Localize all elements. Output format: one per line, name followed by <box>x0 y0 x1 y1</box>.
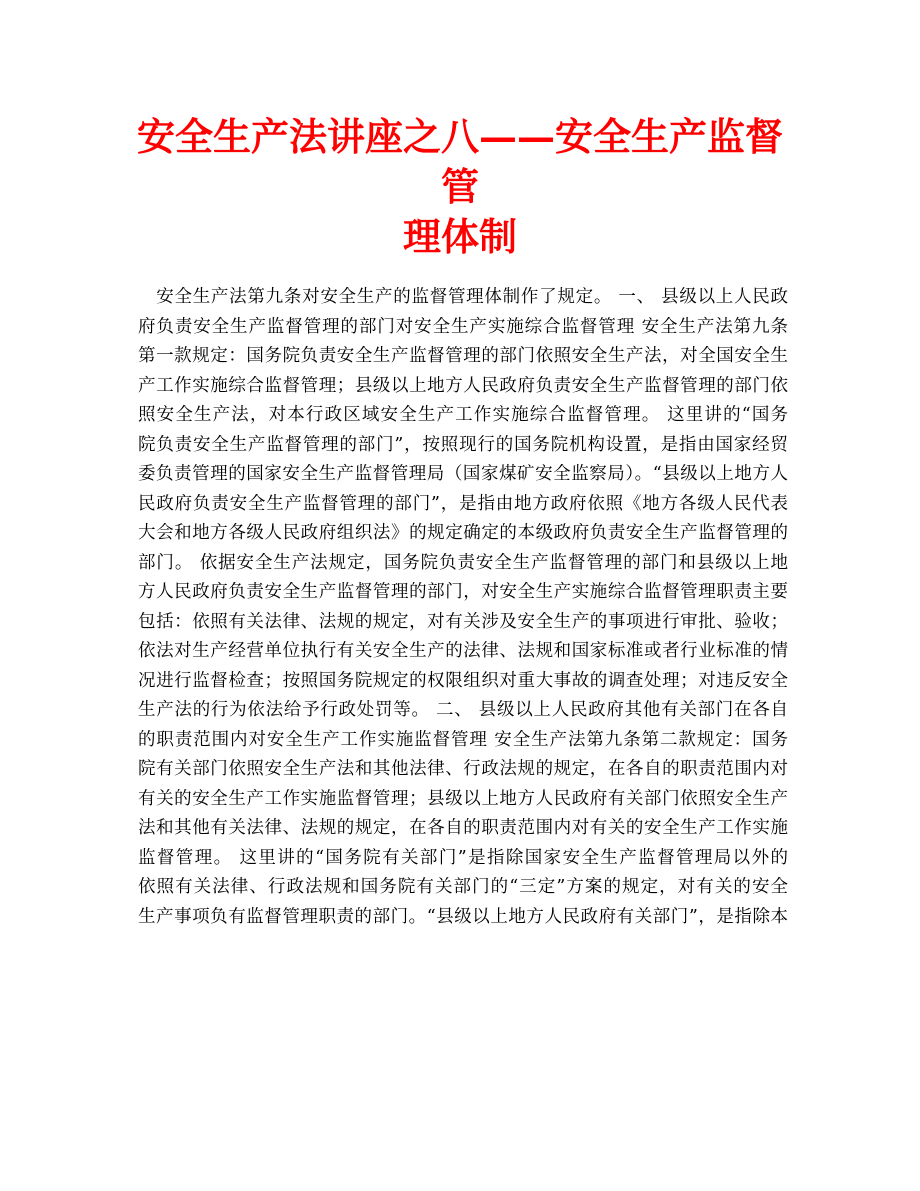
body-line: 况进行监督检查；按照国务院规定的权限组织对重大事故的调查处理；对违反安全 <box>138 670 788 691</box>
body-line: 法和其他有关法律、法规的规定，在各自的职责范围内对有关的安全生产工作实施 <box>138 818 788 838</box>
body-line: 院负责安全生产监督管理的部门”，按照现行的国务院机构设置，是指由国家经贸 <box>138 434 788 455</box>
body-line: 府负责安全生产监督管理的部门对安全生产实施综合监督管理 安全生产法第九条 <box>138 316 788 337</box>
document-body <box>138 283 788 932</box>
body-line: 生产法的行为依法给予行政处罚等。 二、 县级以上人民政府其他有关部门在各自 <box>138 700 788 720</box>
body-line: 院有关部门依照安全生产法和其他法律、行政法规的规定，在各自的职责范围内对 <box>138 759 788 779</box>
body-line: 有关的安全生产工作实施监督管理；县级以上地方人民政府有关部门依照安全生产 <box>138 788 788 809</box>
body-line: 民政府负责安全生产监督管理的部门”，是指由地方政府依照《地方各级人民代表 <box>138 493 788 514</box>
body-line: 委负责管理的国家安全生产监督管理局（国家煤矿安全监察局）。“县级以上地方人 <box>138 464 788 484</box>
body-line: 安全生产法第九条对安全生产的监督管理体制作了规定。 一、 县级以上人民政 <box>138 287 788 307</box>
body-line: 监督管理。 这里讲的“国务院有关部门”是指除国家安全生产监督管理局以外的 <box>138 847 788 868</box>
body-line: 依法对生产经营单位执行有关安全生产的法律、法规和国家标准或者行业标准的情 <box>138 641 788 661</box>
body-line: 大会和地方各级人民政府组织法》的规定确定的本级政府负责安全生产监督管理的 <box>138 523 788 543</box>
body-line: 包括：依照有关法律、法规的规定，对有关涉及安全生产的事项进行审批、验收； <box>138 611 788 632</box>
body-line: 生产事项负有监督管理职责的部门。“县级以上地方人民政府有关部门”，是指除本 <box>138 906 788 927</box>
body-line: 的职责范围内对安全生产工作实施监督管理 安全生产法第九条第二款规定：国务 <box>138 729 788 750</box>
document-title <box>120 112 800 262</box>
body-line: 部门。 依据安全生产法规定，国务院负责安全生产监督管理的部门和县级以上地 <box>138 552 788 573</box>
body-line: 照安全生产法，对本行政区域安全生产工作实施综合监督管理。 这里讲的“国务 <box>138 405 788 425</box>
body-line: 第一款规定：国务院负责安全生产监督管理的部门依照安全生产法，对全国安全生 <box>138 346 788 366</box>
title-line-2: 理体制 <box>402 214 517 259</box>
title-line-1: 安全生产法讲座之八——安全生产监督管 <box>136 114 783 209</box>
body-line: 依照有关法律、行政法规和国务院有关部门的“三定”方案的规定，对有关的安全 <box>138 877 788 897</box>
body-line: 产工作实施综合监督管理；县级以上地方人民政府负责安全生产监督管理的部门依 <box>138 375 788 396</box>
body-line: 方人民政府负责安全生产监督管理的部门，对安全生产实施综合监督管理职责主要 <box>138 582 788 602</box>
